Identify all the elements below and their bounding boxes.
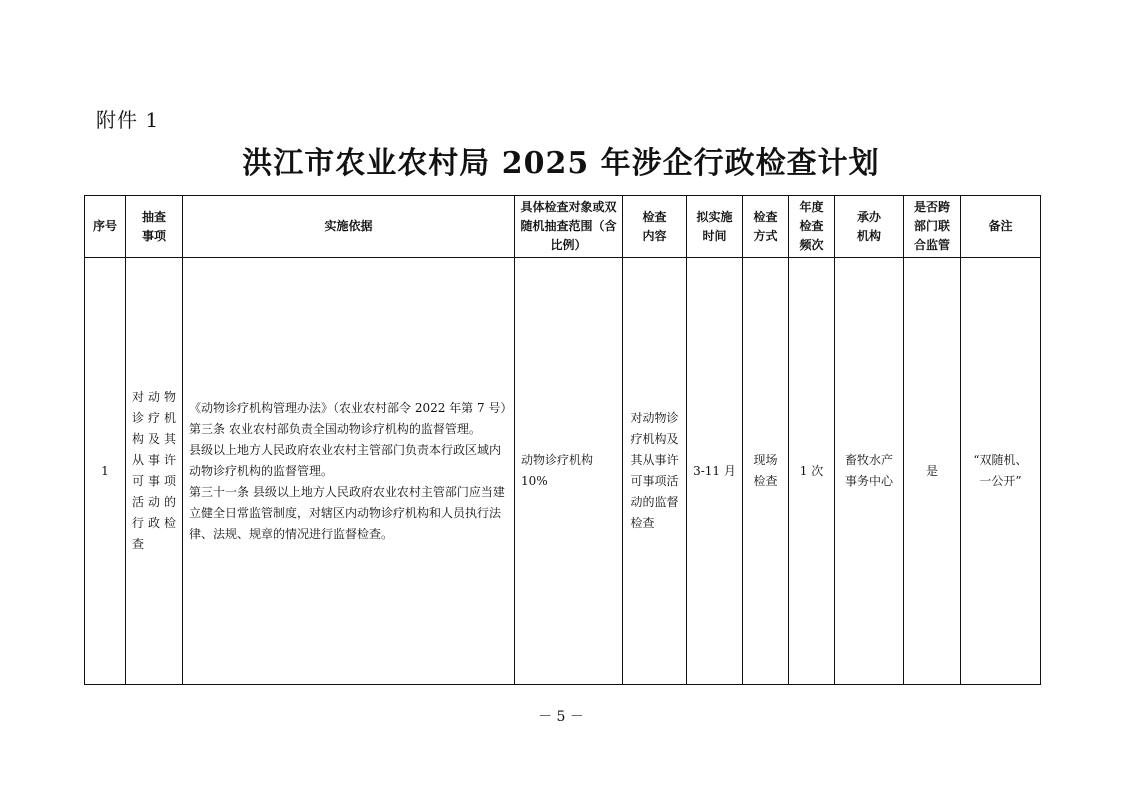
header-method: 检查方式 [743,196,789,258]
cell-method: 现场检查 [743,258,789,685]
basis-line: 第三十一条 县级以上地方人民政府农业农村主管部门应当建立健全日常监管制度，对辖区内动物诊疗机构和人员执行法律、法规、规章的情况进行监督检查。 [189,484,505,541]
header-content: 检查内容 [623,196,687,258]
header-note: 备注 [961,196,1041,258]
header-joint: 是否跨部门联合监管 [904,196,961,258]
document-title: 洪江市农业农村局 2025 年涉企行政检查计划 [242,146,880,181]
attachment-label: 附件 1 [96,108,160,132]
inspection-plan-table [84,195,1041,685]
cell-item: 对动物诊疗机构及其从事许可事项活动的行政检查 [126,258,183,685]
header-scope: 具体检查对象或双随机抽查范围（含比例） [515,196,623,258]
cell-seq: 1 [85,258,126,685]
header-basis: 实施依据 [183,196,515,258]
header-frequency: 年度检查频次 [789,196,835,258]
basis-line: 县级以上地方人民政府农业农村主管部门负责本行政区域内动物诊疗机构的监督管理。 [189,442,502,478]
header-unit: 承办机构 [835,196,904,258]
cell-content: 对动物诊疗机构及其从事许可事项活动的监督检查 [623,258,687,685]
header-item: 抽查事项 [126,196,183,258]
header-seq: 序号 [85,196,126,258]
cell-note: “双随机、一公开” [961,258,1041,685]
header-time: 拟实施时间 [687,196,743,258]
cell-basis [183,258,515,685]
cell-scope: 动物诊疗机构 10% [515,258,623,685]
basis-line: 《动物诊疗机构管理办法》（农业农村部令 2022 年第 7 号）第三条 农业农村部负责全国动物诊疗机构的监督管理。 [189,400,507,436]
cell-frequency: 1 次 [789,258,835,685]
table-header-row [85,196,1041,258]
page-number: － 5 － [538,709,584,725]
cell-joint: 是 [904,258,961,685]
table-row [85,258,1041,685]
cell-unit: 畜牧水产事务中心 [835,258,904,685]
cell-time: 3-11 月 [687,258,743,685]
